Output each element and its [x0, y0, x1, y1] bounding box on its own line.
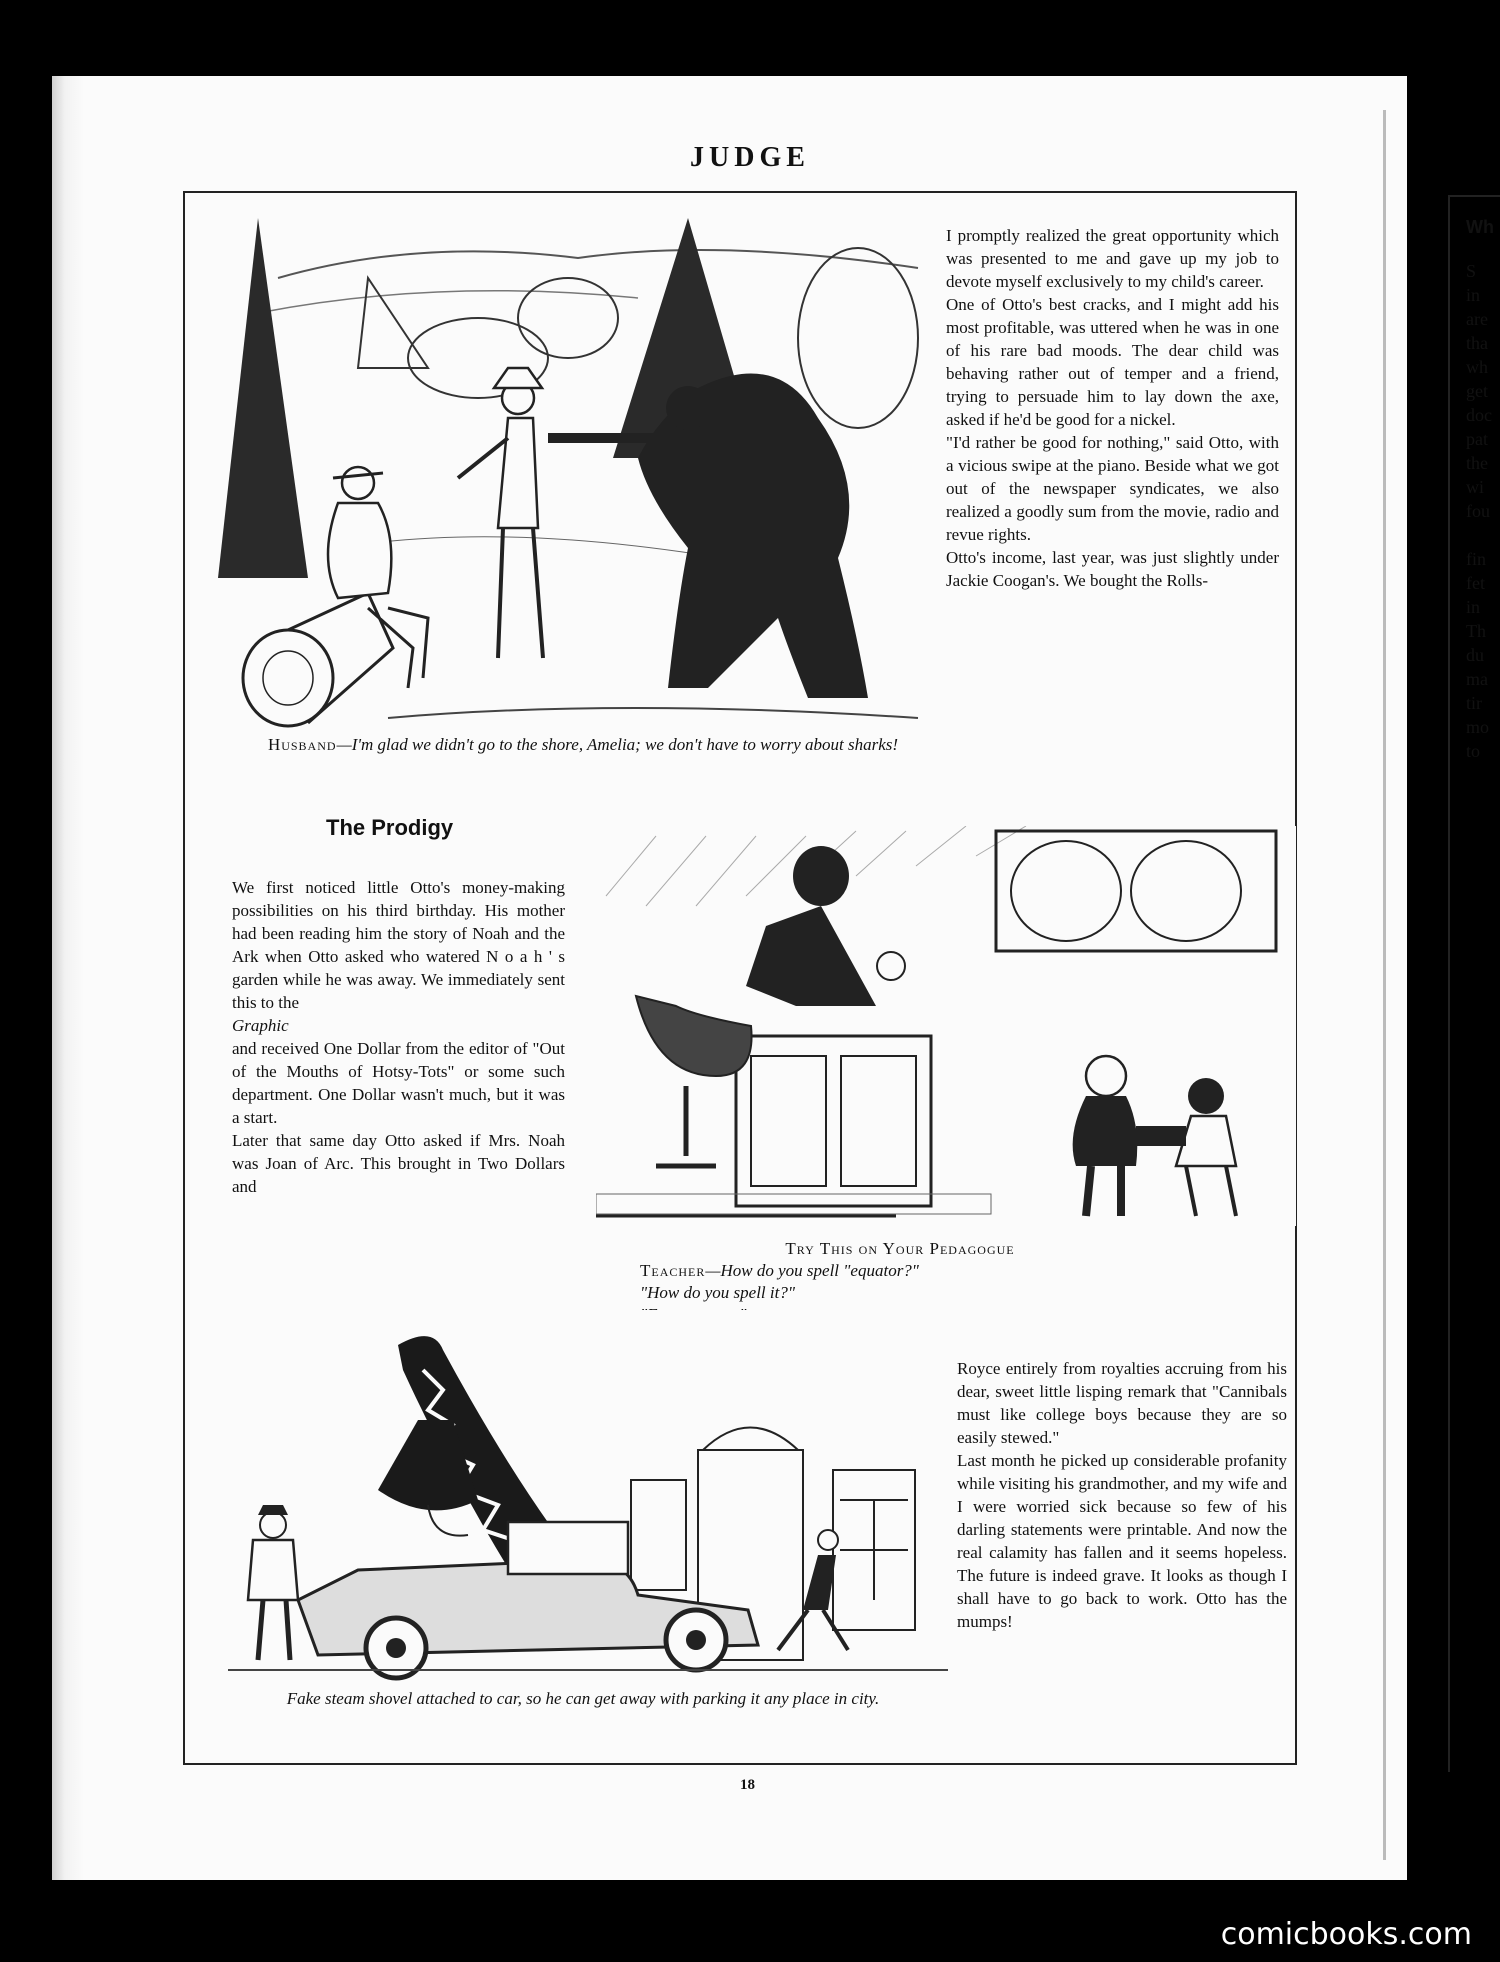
teacher-caption-line1: Teacher—How do you spell "equator?" — [640, 1261, 919, 1280]
adjacent-page-line: to — [1466, 741, 1481, 761]
adjacent-page-line: get — [1466, 381, 1488, 401]
adjacent-page-line: in — [1466, 597, 1481, 617]
adjacent-page-line: Th — [1466, 621, 1486, 641]
adjacent-page-line: fet — [1466, 573, 1485, 593]
adjacent-page-line: tir — [1466, 693, 1482, 713]
article-body-part1: We first noticed little Otto's money-making possibilities on his third birthday. His mother had been reading him the story of Noah and the Ark when Otto asked who watered N o a h ' s garden while he was away. We immediately sent this to the — [232, 878, 565, 1012]
adjacent-page-line: fou — [1466, 501, 1490, 521]
page-edge-stack — [52, 76, 84, 1880]
adjacent-page-line: tha — [1466, 333, 1488, 353]
page-gutter — [1383, 110, 1386, 1860]
adjacent-page-lines — [1450, 197, 1500, 763]
article-body-graphic: Graphic — [232, 1016, 289, 1035]
caption-speaker: Husband — [267, 735, 337, 754]
bear-cartoon-caption: Husband—I'm glad we didn't go to the shore, Amelia; we don't have to worry about sharks! — [267, 735, 899, 754]
watermark: comicbooks.com — [1220, 1917, 1472, 1952]
column-top-right: I promptly realized the great opportunity which was presented to me and gave up my job to devote myself exclusively to my child's career. One of Otto's best cracks, and I might add his most profitable, was uttered when he was in one of his rare bad moods. The dear child was behaving rather out of temper and a friend, trying to persuade him to lay down the axe, asked if he'd be good for a nickel. "I'd rather be good for nothing," said Otto, with a vicious swipe at the piano. Beside what we got out of the newspaper syndicates, we also realized a goodly sum from the movie, radio and revue rights. Otto's income, last year, was just slightly under Jackie Coogan's. We bought the Rolls- — [946, 226, 1279, 590]
adjacent-page-line: in — [1466, 285, 1481, 305]
adjacent-page-line: the — [1466, 453, 1488, 473]
teacher-caption-line2: "How do you spell it?" — [640, 1283, 795, 1302]
adjacent-page-line: doc — [1466, 405, 1492, 425]
adjacent-page-line: wi — [1466, 477, 1484, 497]
adjacent-page-line: du — [1466, 645, 1484, 665]
article-body-part2: and received One Dollar from the editor of "Out of the Mouths of Hotsy-Tots" or some such department. One Dollar wasn't much, but it was a start. Later that same day Otto asked if Mrs. Noah was Joan of Arc. This brought in Two Dollars and — [232, 1039, 565, 1196]
adjacent-page-line: S — [1466, 261, 1477, 281]
caption-text: I'm glad we didn't go to the shore, Amelia; we don't have to worry about sharks! — [351, 735, 899, 754]
page-number: 18 — [740, 1777, 755, 1793]
adjacent-page-line: are — [1466, 309, 1488, 329]
adjacent-page-fragment — [1448, 195, 1500, 1772]
article-title: The Prodigy — [326, 815, 454, 840]
adjacent-page-line: pat — [1466, 429, 1488, 449]
teacher-caption-title: Try This on Your Pedagogue — [785, 1239, 1015, 1258]
teacher-line-1: How do you spell "equator?" — [720, 1261, 919, 1280]
article-body — [232, 853, 565, 1198]
shovel-cartoon-caption: Fake steam shovel attached to car, so he can get away with parking it any place in city. — [286, 1689, 880, 1708]
running-head: JUDGE — [690, 142, 810, 173]
bear-cartoon-illustration — [218, 218, 938, 738]
adjacent-page-line: ma — [1466, 669, 1488, 689]
steam-shovel-cartoon-illustration — [228, 1310, 948, 1685]
adjacent-page-line: Wh — [1466, 217, 1494, 237]
adjacent-page-line: fin — [1466, 549, 1486, 569]
teacher-cartoon-illustration — [596, 826, 1296, 1226]
column-bottom-right: Royce entirely from royalties accruing from his dear, sweet little lisping remark that "Cannibals must like college boys because they are so easily stewed." Last month he picked up considerable profanity while visiting his grandmother, and my wife and I were worried sick because so few of his darling statements were printable. And now the real calamity has fallen and it seems hopeless. The future is indeed grave. It looks as though I shall have to go back to work. Otto has the mumps! — [957, 1359, 1287, 1631]
adjacent-page-line — [1466, 523, 1500, 547]
adjacent-page-line: wh — [1466, 357, 1488, 377]
teacher-speaker: Teacher — [640, 1261, 706, 1280]
adjacent-page-line: mo — [1466, 717, 1490, 737]
